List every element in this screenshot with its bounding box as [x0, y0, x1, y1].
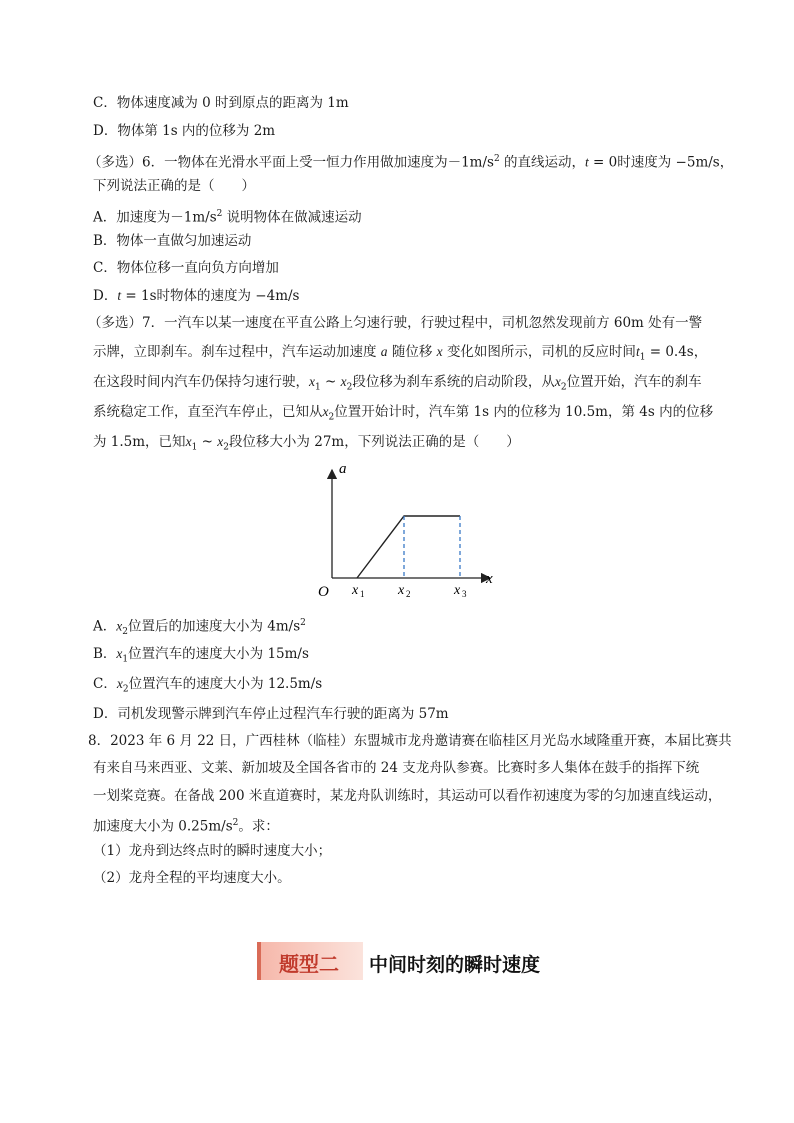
- x-axis-label: x: [486, 571, 493, 587]
- x3-tick-sub: 3: [462, 589, 467, 599]
- q8-stem-line4: 加速度大小为 $0.25m/s^2$。求：: [93, 818, 279, 835]
- q8-stem-line2: 有来自马来西亚、文莱、新加坡及全国各省市的 24 支龙舟队参赛。比赛时多人集体在鼓手的指挥下统: [93, 760, 700, 776]
- a-x-curve: [357, 516, 460, 578]
- x1-tick-label: x: [352, 583, 359, 598]
- q7-option-d: D．司机发现警示牌到汽车停止过程汽车行驶的距离为 57m: [93, 706, 449, 722]
- section-title: 中间时刻的瞬时速度: [369, 954, 541, 976]
- q8-sub-question-1: （1）龙舟到达终点时的瞬时速度大小；: [93, 843, 332, 859]
- acceleration-displacement-graph: [312, 460, 502, 605]
- section-header: [257, 942, 587, 980]
- q6-option-c: C．物体位移一直向负方向增加: [93, 260, 279, 276]
- q8-stem-line3: 一划桨竞赛。在备战 200 米直道赛时，某龙舟队训练时，其运动可以看作初速度为零的匀加速直线运动，: [93, 788, 722, 804]
- q5-option-c: C．物体速度减为 0 时到原点的距离为 1m: [93, 95, 349, 111]
- x2-tick-label: x: [398, 583, 405, 598]
- q7-stem-line1: （多选）7．一汽车以某一速度在平直公路上匀速行驶，行驶过程中，司机忽然发现前方 60m 处有一警: [88, 315, 703, 331]
- q7-stem-line2: 示牌，立即刹车。刹车过程中，汽车运动加速度 a 随位移 x 变化如图所示，司机的反应时间$t_1 = 0.4s$，: [93, 344, 708, 363]
- q6-option-a: A．加速度为$-1m/s^2$ 说明物体在做减速运动: [93, 209, 362, 226]
- x2-tick-sub: 2: [406, 589, 411, 599]
- q6-option-b: B．物体一直做匀加速运动: [93, 233, 252, 249]
- q7-option-c: C．$x_2$位置汽车的速度大小为 12.5m/s: [93, 676, 323, 695]
- q6-option-d: D．t = 1s时物体的速度为 −4m/s: [93, 288, 300, 304]
- q8-sub-question-2: （2）龙舟全程的平均速度大小。: [93, 870, 291, 886]
- section-tag: [257, 942, 363, 980]
- q7-stem-line5: 为 1.5m，已知$x_1$ ~ $x_2$段位移大小为 27m，下列说法正确的是（ ）: [93, 434, 520, 453]
- section-tag-text: 题型二: [279, 952, 339, 976]
- q7-stem-line3: 在这段时间内汽车仍保持匀速行驶，$x_1$ ~ $x_2$段位移为刹车系统的启动阶段，从$x_2$位置开始，汽车的刹车: [93, 374, 702, 393]
- x1-tick-sub: 1: [360, 589, 365, 599]
- q6-stem-line2: 下列说法正确的是（ ）: [93, 178, 255, 194]
- q5-option-d: D．物体第 1s 内的位移为 2m: [93, 123, 276, 139]
- origin-label: O: [318, 584, 329, 600]
- q8-stem-line1: 8．2023 年 6 月 22 日，广西桂林（临桂）东盟城市龙舟邀请赛在临桂区月光岛水域隆重开赛，本届比赛共: [88, 733, 732, 749]
- q7-option-b: B．$x_1$位置汽车的速度大小为 15m/s: [93, 646, 309, 665]
- q7-option-a: A．$x_2$位置后的加速度大小为 $4m/s^2$: [93, 618, 306, 638]
- q7-stem-line4: 系统稳定工作，直至汽车停止，已知从$x_2$位置开始计时，汽车第 1s 内的位移为 10.5m，第 4s 内的位移: [93, 404, 714, 423]
- y-axis-label: a: [339, 461, 347, 477]
- x3-tick-label: x: [454, 583, 461, 598]
- q6-stem-line1: （多选）6．一物体在光滑水平面上受一恒力作用做加速度为$-1m/s^2$ 的直线运动，t = 0时速度为 −5m/s，: [88, 154, 734, 171]
